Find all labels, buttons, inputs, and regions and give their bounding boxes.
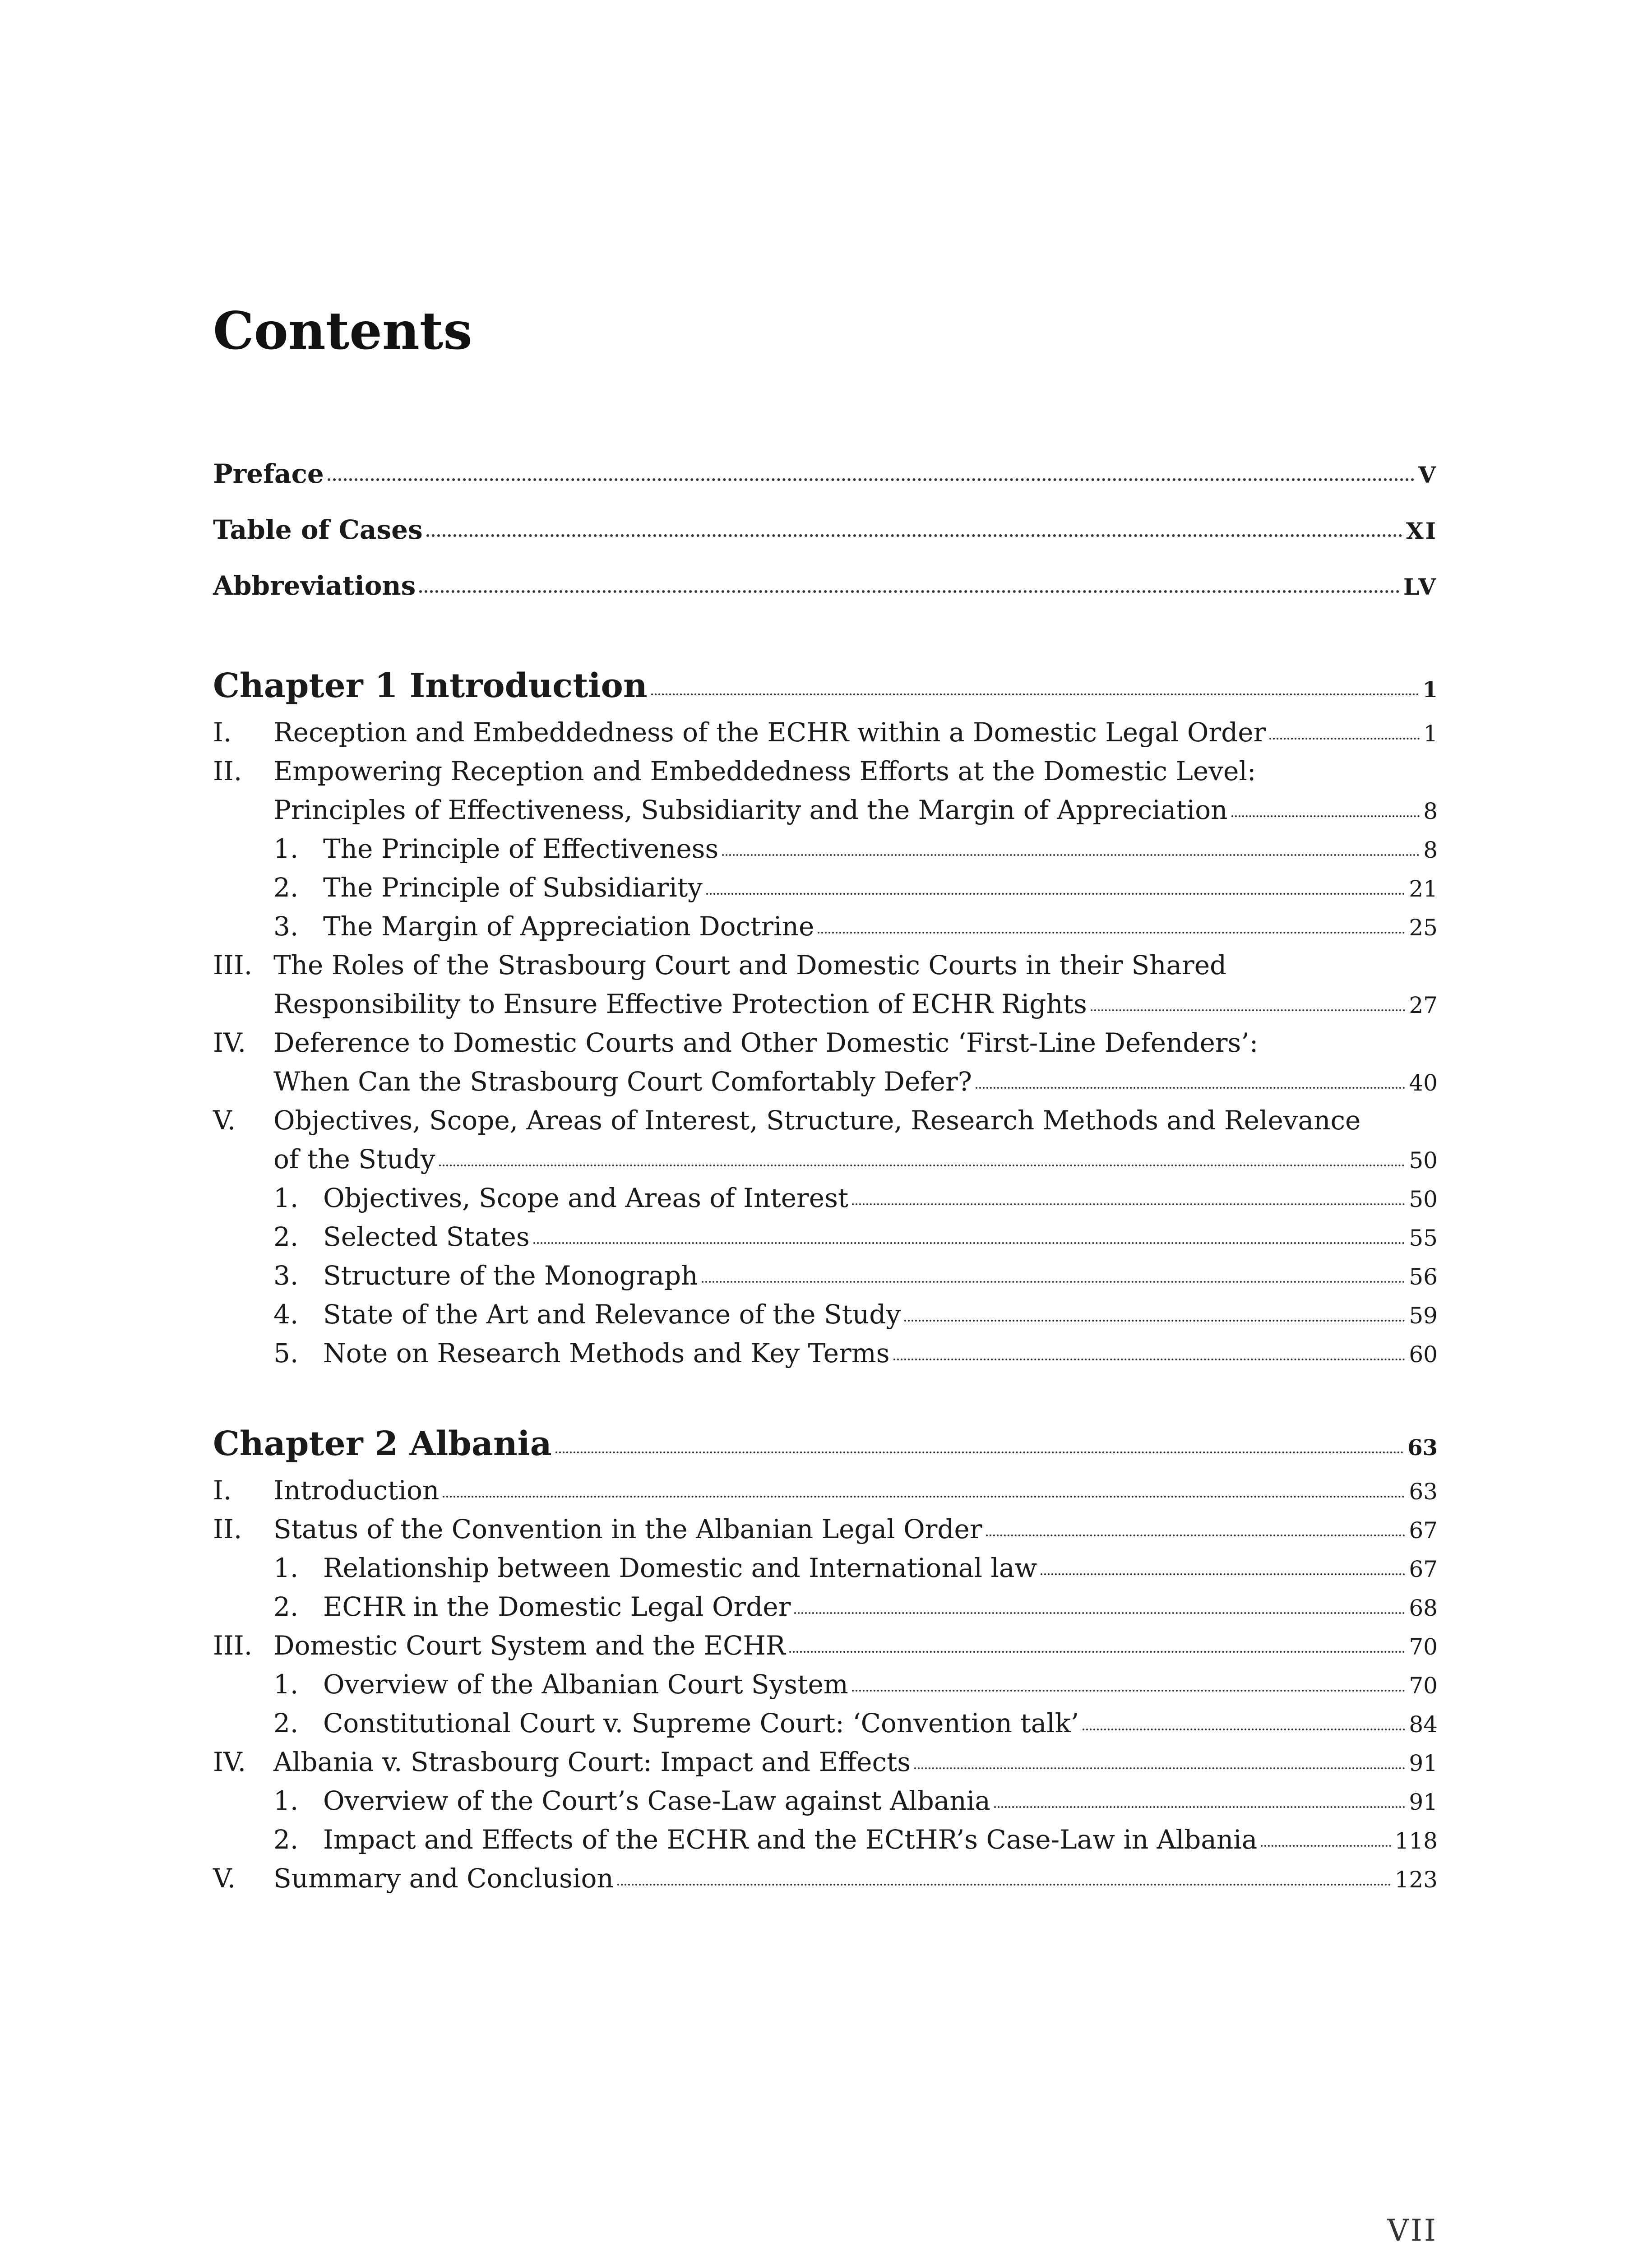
dot-leader [555,1452,1404,1453]
toc-label: Domestic Court System and the ECHR [273,1630,786,1661]
toc-page-number: 1 [1422,677,1438,703]
toc-label: Objectives, Scope, Areas of Interest, Structure, Research Methods and Relevance [273,1105,1361,1136]
toc-entry-number: 5. [273,1338,299,1368]
toc-label: The Margin of Appreciation Doctrine [323,911,814,942]
dot-leader [794,1612,1405,1614]
toc-page-number: 70 [1409,1634,1438,1660]
toc-entry-number: IV. [213,1027,246,1058]
toc-label: The Principle of Subsidiarity [323,872,703,903]
toc-entry-number: V. [213,1863,236,1894]
dot-leader [852,1203,1405,1205]
toc-entry-number: 3. [273,1260,299,1291]
toc-entry[interactable] [213,1471,1438,1510]
toc-page-number: 50 [1409,1147,1438,1174]
chapter-title: Chapter 2 Albania [213,1424,552,1463]
toc-page-number: 60 [1409,1341,1438,1368]
front-matter-list [213,446,1438,614]
toc-entry[interactable] [213,752,1438,791]
toc-entry-number: 3. [273,911,299,942]
dot-leader [617,1884,1391,1886]
dot-leader [706,893,1405,895]
toc-entry-continuation [213,985,1438,1023]
toc-label: The Principle of Effectiveness [323,833,719,864]
toc-entry-number: 1. [273,1785,299,1816]
chapter-heading[interactable] [213,1417,1438,1471]
toc-entry-number: 2. [273,1708,299,1738]
toc-label: ECHR in the Domestic Legal Order [323,1591,791,1622]
toc-page-number: 84 [1409,1711,1438,1738]
toc-entry[interactable] [213,1781,1438,1820]
toc-page-number: 67 [1409,1517,1438,1544]
dot-leader [439,1165,1406,1166]
dot-leader [328,478,1415,481]
dot-leader [1041,1573,1405,1575]
toc-page-number: 40 [1409,1070,1438,1096]
toc-entry[interactable] [213,1549,1438,1587]
toc-label: Deference to Domestic Courts and Other Domestic ‘First-Line Defenders’: [273,1027,1259,1058]
toc-page-number: 8 [1423,798,1438,824]
toc-page-number: 123 [1394,1867,1438,1893]
toc-entry[interactable] [213,1101,1438,1140]
toc-entry[interactable] [213,1626,1438,1665]
dot-leader [893,1359,1406,1360]
toc-label: When Can the Strasbourg Court Comfortably Defer? [273,1066,972,1097]
toc-page-number: 1 [1423,721,1438,747]
toc-label: Empowering Reception and Embeddedness Efforts at the Domestic Level: [273,756,1256,786]
toc-page-number: LV [1403,573,1438,600]
toc-entry[interactable] [213,1179,1438,1217]
toc-label: Principles of Effectiveness, Subsidiarity and the Margin of Appreciation [273,795,1228,825]
dot-leader [702,1281,1406,1283]
toc-page-number: 55 [1409,1225,1438,1251]
toc-page-number: 8 [1423,837,1438,863]
page-folio: VII [1387,2213,1438,2248]
toc-label: Structure of the Monograph [323,1260,698,1291]
dot-leader [994,1806,1406,1808]
toc-page-number: 70 [1409,1673,1438,1699]
toc-label: Impact and Effects of the ECHR and the ECtHR’s Case-Law in Albania [323,1824,1258,1855]
toc-page-number: 63 [1409,1479,1438,1505]
toc-entry-continuation [213,1062,1438,1101]
dot-leader [1091,1009,1406,1011]
toc-entry[interactable] [213,907,1438,946]
dot-leader [914,1767,1405,1769]
dot-leader [1083,1729,1405,1730]
toc-label: State of the Art and Relevance of the Study [323,1299,901,1330]
dot-leader [986,1535,1406,1536]
toc-label: Overview of the Court’s Case-Law against Albania [323,1785,990,1816]
toc-label: Status of the Convention in the Albanian Legal Order [273,1514,982,1544]
toc-entry[interactable] [213,868,1438,907]
toc-entry-abbreviations[interactable] [213,558,1438,614]
toc-label: Table of Cases [213,514,423,545]
toc-entry-number: IV. [213,1747,246,1777]
toc-entry-continuation [213,1140,1438,1179]
toc-entry-number: 2. [273,872,299,903]
toc-entry[interactable] [213,1256,1438,1295]
toc-entry-number: 1. [273,1553,299,1583]
toc-entry[interactable] [213,1743,1438,1781]
toc-label: The Roles of the Strasbourg Court and Domestic Courts in their Shared [273,950,1227,980]
dot-leader [419,590,1400,593]
dot-leader [818,932,1405,934]
toc-page-number: 63 [1407,1435,1438,1461]
toc-page-number: V [1418,462,1438,488]
toc-entry[interactable] [213,713,1438,752]
toc-entry[interactable] [213,829,1438,868]
toc-entry-number: 1. [273,1183,299,1213]
dot-leader [1269,738,1420,740]
toc-page-number: 27 [1409,992,1438,1018]
dot-leader [789,1651,1406,1653]
toc-page-number: 118 [1394,1828,1438,1854]
toc-label: Abbreviations [213,570,416,601]
chapter-title: Chapter 1 Introduction [213,666,648,705]
toc-label: Selected States [323,1221,530,1252]
dot-leader [533,1242,1406,1244]
toc-entry-number: 2. [273,1591,299,1622]
chapter-heading[interactable] [213,659,1438,713]
toc-page-number: 67 [1409,1556,1438,1582]
toc-entry[interactable] [213,1510,1438,1549]
toc-entry-number: II. [213,1514,242,1544]
page-title: Contents [213,300,472,361]
toc-entry[interactable] [213,1665,1438,1704]
toc-entry-number: III. [213,1630,253,1661]
toc-page-number: 59 [1409,1303,1438,1329]
toc-label: Reception and Embeddedness of the ECHR within a Domestic Legal Order [273,717,1266,748]
toc-entry-number: 2. [273,1221,299,1252]
toc-entry-number: 1. [273,833,299,864]
toc-entry-preface[interactable] [213,446,1438,502]
toc-entry-continuation [213,791,1438,829]
toc-entry-number: II. [213,756,242,786]
toc-label: Summary and Conclusion [273,1863,614,1894]
dot-leader [722,854,1420,856]
toc-label: Introduction [273,1475,440,1506]
toc-entry-table-of-cases[interactable] [213,502,1438,558]
toc-entry[interactable] [213,1859,1438,1898]
toc-label: Preface [213,458,324,489]
toc-entry-number: V. [213,1105,236,1136]
toc-label: Overview of the Albanian Court System [323,1669,848,1700]
toc-page-number: 50 [1409,1186,1438,1212]
toc-label: Albania v. Strasbourg Court: Impact and Effects [273,1747,911,1777]
dot-leader [852,1690,1406,1692]
toc-page-number: 25 [1409,915,1438,941]
toc-label: Constitutional Court v. Supreme Court: ‘Convention talk’ [323,1708,1079,1738]
toc-page-number: XI [1406,518,1438,544]
toc-page-number: 21 [1409,876,1438,902]
toc-entry[interactable] [213,946,1438,985]
dot-leader [426,534,1402,537]
dot-leader [1231,815,1420,817]
toc-entry[interactable] [213,1334,1438,1373]
toc-page-number: 56 [1409,1264,1438,1290]
dot-leader [651,693,1419,695]
chapter-2-section [213,1417,1438,1898]
toc-entry-number: I. [213,1475,232,1506]
toc-entry[interactable] [213,1704,1438,1743]
toc-entry[interactable] [213,1295,1438,1334]
toc-entry-number: 4. [273,1299,299,1330]
dot-leader [443,1496,1405,1498]
chapter-1-section [213,659,1438,1373]
toc-page-number: 91 [1409,1750,1438,1776]
dot-leader [904,1320,1405,1322]
toc-entry-number: I. [213,717,232,748]
toc-label: Relationship between Domestic and International law [323,1553,1037,1583]
toc-label: Note on Research Methods and Key Terms [323,1338,890,1368]
toc-entry[interactable] [213,1023,1438,1062]
toc-entry-number: III. [213,950,253,980]
toc-page-number: 68 [1409,1595,1438,1621]
dot-leader [1261,1845,1391,1847]
toc-entry[interactable] [213,1587,1438,1626]
toc-entry-number: 2. [273,1824,299,1855]
dot-leader [976,1087,1406,1089]
toc-label: Objectives, Scope and Areas of Interest [323,1183,849,1213]
toc-label: Responsibility to Ensure Effective Protection of ECHR Rights [273,989,1087,1019]
toc-page-number: 91 [1409,1789,1438,1815]
toc-label: of the Study [273,1144,435,1174]
toc-entry-number: 1. [273,1669,299,1700]
toc-entry[interactable] [213,1820,1438,1859]
toc-entry[interactable] [213,1217,1438,1256]
